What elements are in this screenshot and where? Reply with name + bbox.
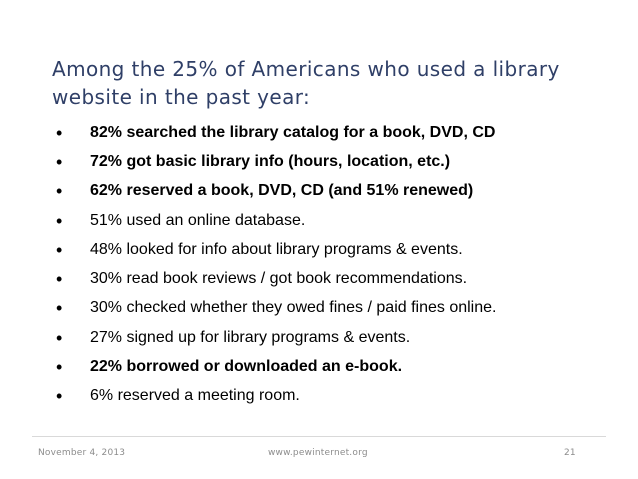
- bullet-item: [50, 294, 610, 323]
- footer-divider: [32, 436, 606, 437]
- bullet-icon: •: [56, 386, 63, 407]
- bullet-text: 82% searched the library catalog for a book, DVD, CD: [90, 123, 496, 141]
- bullet-item: [50, 206, 610, 235]
- bullet-text: 27% signed up for library programs & events.: [90, 328, 411, 346]
- bullet-icon: •: [56, 181, 63, 202]
- bullet-text: 72% got basic library info (hours, location, etc.): [90, 152, 451, 170]
- bullet-item: [50, 352, 610, 381]
- bullet-icon: •: [56, 122, 63, 143]
- bullet-icon: •: [56, 239, 63, 260]
- bullet-icon: •: [56, 327, 63, 348]
- bullet-text: 51% used an online database.: [90, 211, 306, 229]
- bullet-text: 22% borrowed or downloaded an e-book.: [90, 358, 403, 376]
- footer-url: www.pewinternet.org: [268, 448, 368, 458]
- bullet-text: 30% read book reviews / got book recommendations.: [90, 270, 468, 288]
- slide-title: Among the 25% of Americans who used a library website in the past year:: [52, 57, 560, 109]
- footer-date: November 4, 2013: [38, 448, 126, 458]
- bullet-text: 6% reserved a meeting room.: [90, 387, 300, 405]
- page-number: 21: [564, 448, 576, 458]
- bullet-item: [50, 323, 610, 352]
- bullet-icon: •: [56, 298, 63, 319]
- bullet-item: [50, 147, 610, 176]
- bullet-text: 30% checked whether they owed fines / paid fines online.: [90, 299, 497, 317]
- bullet-item: [50, 382, 610, 411]
- bullet-icon: •: [56, 269, 63, 290]
- bullet-icon: •: [56, 151, 63, 172]
- bullet-icon: •: [56, 210, 63, 231]
- bullet-text: 62% reserved a book, DVD, CD (and 51% renewed): [90, 182, 474, 200]
- bullet-item: [50, 118, 610, 147]
- bullet-list: [50, 118, 610, 411]
- bullet-item: [50, 235, 610, 264]
- bullet-icon: •: [56, 357, 63, 378]
- bullet-item: [50, 264, 610, 293]
- bullet-text: 48% looked for info about library programs & events.: [90, 240, 463, 258]
- bullet-item: [50, 177, 610, 206]
